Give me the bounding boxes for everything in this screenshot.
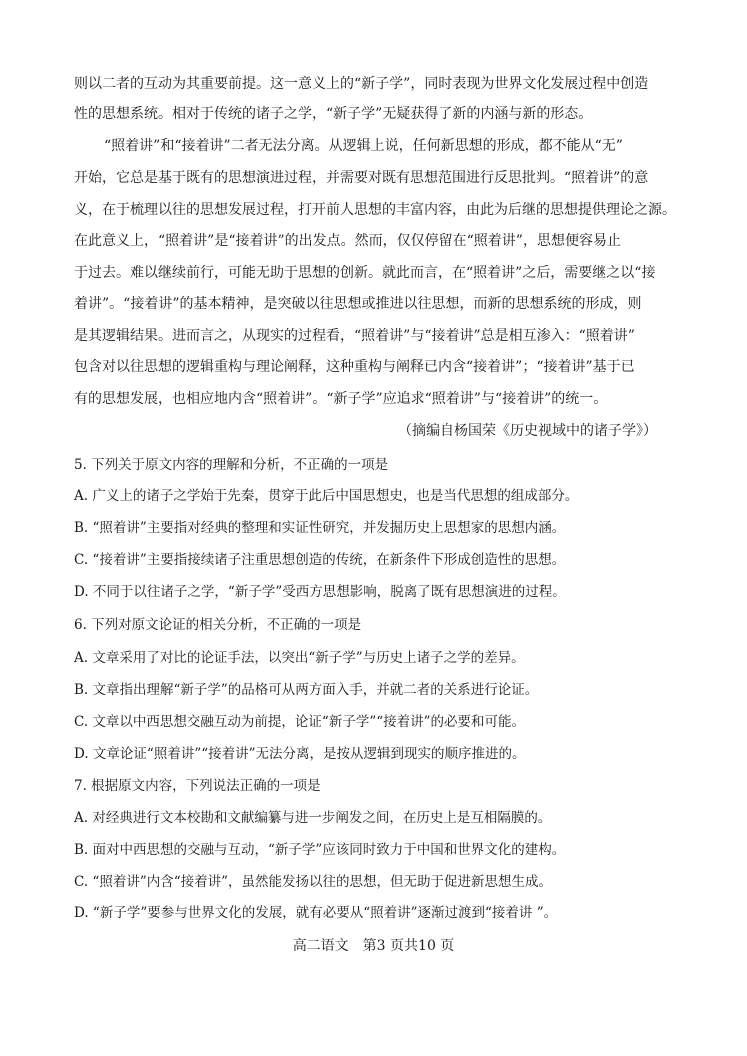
option-b: B. 文章指出理解“新子学”的品格可从两方面入手，并就二者的关系进行论证。 (74, 682, 539, 698)
passage-source: （摘编自杨国荣《历史视域中的诸子学》） (398, 423, 657, 439)
passage-line: 开始，它总是基于既有的思想演进过程，并需要对既有思想范围进行反思批判。“照着讲”的意 (74, 170, 649, 186)
option-a: A. 广义上的诸子之学始于先秦，贯穿于此后中国思想史，也是当代思想的组成部分。 (74, 488, 579, 504)
question-stem: 5. 下列关于原文内容的理解和分析，不正确的一项是 (74, 457, 389, 473)
question-stem: 6. 下列对原文论证的相关分析，不正确的一项是 (74, 617, 362, 633)
passage-line: 包含对以往思想的逻辑重构与理论阐释，这种重构与阐释已内含“接着讲”；“接着讲”基于已 (74, 359, 635, 375)
passage-line: 有的思想发展，也相应地内含“照着讲”。“新子学”应追求“照着讲”与“接着讲”的统一。 (74, 391, 608, 407)
passage-line: 则以二者的互动为其重要前提。这一意义上的“新子学”，同时表现为世界文化发展过程中创造 (74, 76, 649, 92)
passage-line: 性的思想系统。相对于传统的诸子之学，“新子学”无疑获得了新的内涵与新的形态。 (74, 106, 593, 122)
passage-line: 于过去。难以继续前行，可能无助于思想的创新。就此而言，在“照着讲”之后，需要继之以“接 (74, 265, 656, 281)
option-d: D. “新子学”要参与世界文化的发展，就有必要从“照着讲”逐渐过渡到“接着讲 ”。 (74, 905, 558, 921)
option-b: B. 面对中西思想的交融与互动，“新子学”应该同时致力于中国和世界文化的建构。 (74, 842, 566, 858)
passage-line: 在此意义上，“照着讲”是“接着讲”的出发点。然而，仅仅停留在“照着讲”，思想便容易止 (74, 233, 621, 249)
option-b: B. “照着讲”主要指对经典的整理和实证性研究，并发掘历史上思想家的思想内涵。 (74, 520, 566, 536)
option-a: A. 对经典进行文本校勘和文献编纂与进一步阐发之间，在历史上是互相隔膜的。 (74, 810, 552, 826)
option-c: C. 文章以中西思想交融互动为前提，论证“新子学”“接着讲”的必要和可能。 (74, 714, 526, 730)
option-c: C. “照着讲”内含“接着讲”，虽然能发扬以往的思想，但无助于促进新思想生成。 (74, 874, 553, 890)
passage-line: “照着讲”和“接着讲”二者无法分离。从逻辑上说，任何新思想的形成，都不能从“无” (104, 138, 623, 154)
page-footer: 高二语文 第3 页共10 页 (292, 938, 455, 954)
passage-line: 义，在于梳理以往的思想发展过程，打开前人思想的丰富内容，由此为后继的思想提供理论之源。 (74, 202, 676, 218)
option-d: D. 不同于以往诸子之学，“新子学”受西方思想影响，脱离了既有思想演进的过程。 (74, 584, 566, 600)
option-a: A. 文章采用了对比的论证手法，以突出“新子学”与历史上诸子之学的差异。 (74, 650, 525, 666)
option-d: D. 文章论证“照着讲”“接着讲”无法分离，是按从逻辑到现实的顺序推进的。 (74, 746, 526, 762)
option-c: C. “接着讲”主要指接续诸子注重思想创造的传统，在新条件下形成创造性的思想。 (74, 552, 566, 568)
passage-line: 是其逻辑结果。进而言之，从现实的过程看，“照着讲”与“接着讲”总是相互渗入：“照着讲” (74, 328, 635, 344)
question-stem: 7. 根据原文内容，下列说法正确的一项是 (74, 778, 321, 794)
passage-line: 着讲”。“接着讲”的基本精神，是突破以往思想或推进以往思想，而新的思想系统的形成，则 (74, 296, 642, 312)
